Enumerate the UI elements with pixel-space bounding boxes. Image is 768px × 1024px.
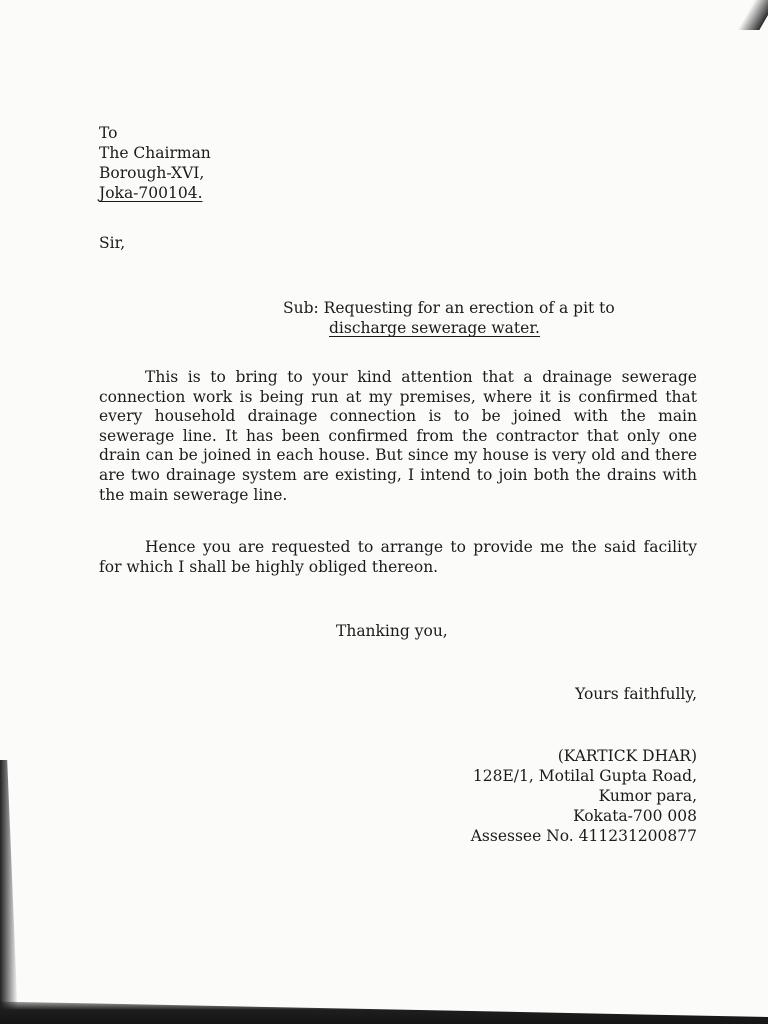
subject-line-1: Sub: Requesting for an erection of a pit to: [283, 299, 615, 317]
closing-yours-faithfully: Yours faithfully,: [575, 685, 697, 703]
sender-assessee-number: Assessee No. 411231200877: [470, 827, 697, 845]
sender-city: Kokata-700 008: [573, 807, 697, 825]
page-edge-shadow-top-right: [737, 0, 768, 30]
subject-line-2: discharge sewerage water.: [329, 319, 540, 337]
recipient-place: Joka-700104.: [99, 184, 203, 202]
salutation: Sir,: [99, 234, 126, 252]
recipient-office: Borough-XVI,: [99, 164, 205, 182]
closing-thanks: Thanking you,: [336, 622, 448, 640]
page-edge-shadow-left: [0, 760, 18, 1024]
recipient-to: To: [99, 124, 118, 142]
body-paragraph-2-text: Hence you are requested to arrange to provide me the said facility for which I shall be highly obliged thereon.: [99, 538, 697, 576]
body-paragraph-1-text: This is to bring to your kind attention that a drainage sewerage connection work is being run at my premises, where it is confirmed that every household drainage connection is to be joined with the main sewerage line. It has been confirmed from the contractor that only one drain can be joined in each house. But since my house is very old and there are two drainage system are existing, I intend to join both the drains with the main sewerage line.: [99, 368, 697, 504]
body-paragraph-2: [99, 538, 697, 577]
sender-address-line-1: 128E/1, Motilal Gupta Road,: [472, 767, 697, 785]
sender-address-line-2: Kumor para,: [598, 787, 697, 805]
sender-name: (KARTICK DHAR): [557, 747, 697, 765]
body-paragraph-1: [99, 368, 697, 505]
page-edge-shadow-bottom: [0, 996, 768, 1024]
recipient-title: The Chairman: [99, 144, 211, 162]
